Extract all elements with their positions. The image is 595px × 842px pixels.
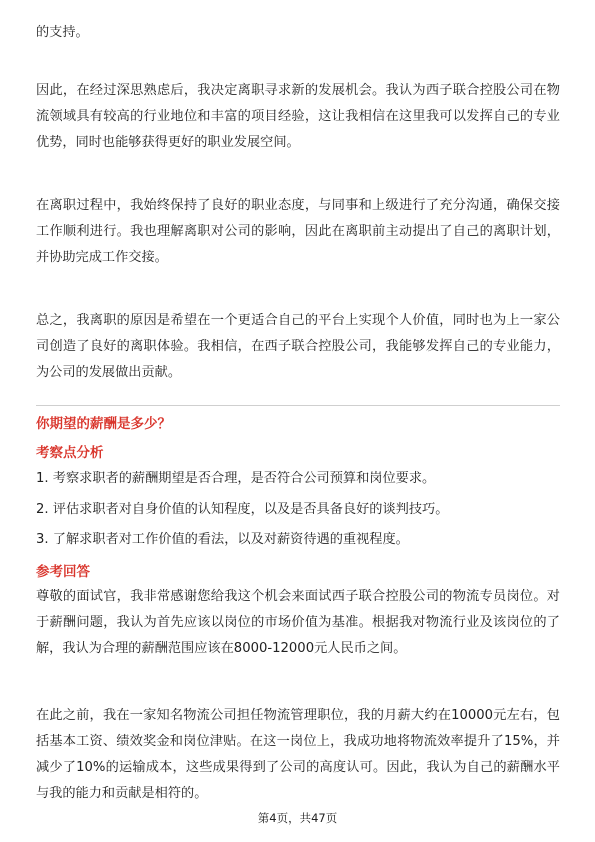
page-footer: 第4页，共47页 [257,811,338,825]
paragraph-continuation: 的支持。 [36,25,89,40]
section-divider [36,405,560,406]
analysis-item-3: 3. 了解求职者对工作价值的看法，以及对薪资待遇的重视程度。 [36,532,409,547]
question-title: 你期望的薪酬是多少？ [36,416,171,432]
analysis-item-2: 2. 评估求职者对自身价值的认知程度，以及是否具备良好的谈判技巧。 [36,502,449,517]
paragraph-resignation-process: 在离职过程中，我始终保持了良好的职业态度，与同事和上级进行了充分沟通，确保交接工作顺利进行。我也理解离职对公司的影响，因此在离职前主动提出了自己的离职计划，并协助完成工作交接。 [36,198,560,265]
paragraph-decision: 因此，在经过深思熟虑后，我决定离职寻求新的发展机会。我认为西子联合控股公司在物流领域具有较高的行业地位和丰富的项目经验，这让我相信在这里我可以发挥自己的专业优势，同时也能够获得更好的职业发展空间。 [36,83,560,150]
analysis-item-1: 1. 考察求职者的薪酬期望是否合理，是否符合公司预算和岗位要求。 [36,471,436,486]
analysis-heading: 考察点分析 [36,445,104,461]
answer-paragraph-1: 尊敬的面试官，我非常感谢您给我这个机会来面试西子联合控股公司的物流专员岗位。对于薪酬问题，我认为首先应该以岗位的市场价值为基准。根据我对物流行业及该岗位的了解，我认为合理的薪酬范围应该在8000-12000元人民币之间。 [36,589,560,656]
paragraph-conclusion: 总之，我离职的原因是希望在一个更适合自己的平台上实现个人价值，同时也为上一家公司创造了良好的离职体验。我相信，在西子联合控股公司，我能够发挥自己的专业能力，为公司的发展做出贡献。 [36,313,560,380]
answer-heading: 参考回答 [36,564,90,580]
answer-paragraph-2: 在此之前，我在一家知名物流公司担任物流管理职位，我的月薪大约在10000元左右，包括基本工资、绩效奖金和岗位津贴。在这一岗位上，我成功地将物流效率提升了15%，并减少了10%的运输成本，这些成果得到了公司的高度认可。因此，我认为自己的薪酬水平与我的能力和贡献是相符的。 [36,708,560,801]
